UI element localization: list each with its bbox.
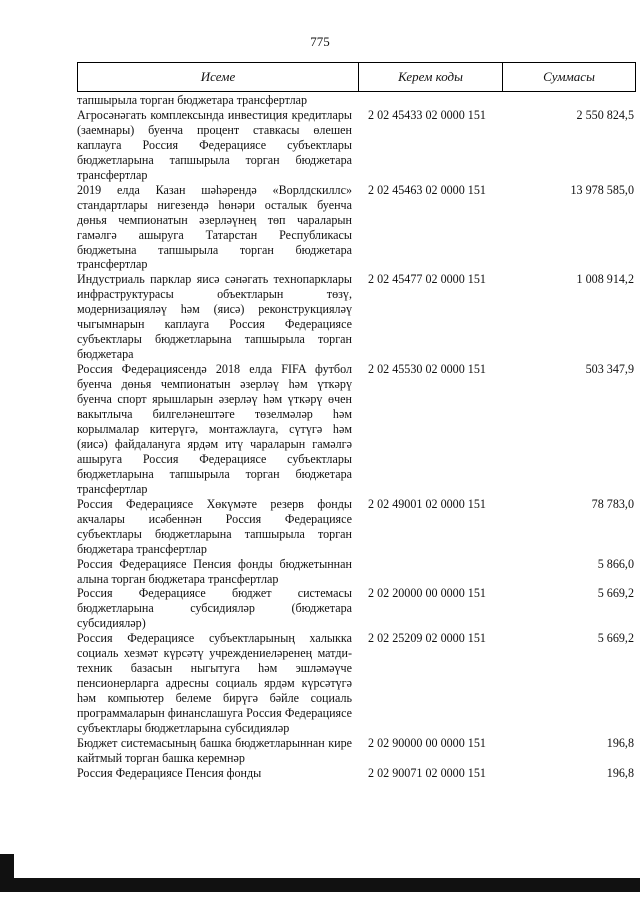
row-code [356,557,508,587]
row-code: 2 02 45433 02 0000 151 [368,107,486,122]
row-amount: 5 669,2 [597,586,634,601]
table-row [77,497,636,557]
scan-border-left [0,854,14,892]
table-header [77,62,636,92]
row-name: Бюджет системасының башка бюджетларыннан кире кайтмый торган башка керемнәр [77,735,352,765]
row-name: Россия Федерациясе субъектларының халыкка социаль хезмәт күрсәтү учреждениеләренең матди-техник базасын ныгытуга һәм эшләмәүче пенсионерларга адресны социаль ярдәм күрсәтүгә һәм компьютер белеме бирүгә бәйле социаль программаларын финанслашуга Россия Федерациясе субъектлары бюджетларына субсидияләр [77,631,352,736]
row-amount: 196,8 [606,765,634,780]
row-code: 2 02 45463 02 0000 151 [368,182,486,197]
row-name: Россия Федерациясе Пенсия фонды бюджетыннан алына торган бюджетара трансфертлар [77,556,352,586]
header-name: Исеме [78,63,359,91]
row-name: Россия Федерациясе Хөкүмәте резерв фонды акчалары исәбеннән Россия Федерациясе субъектлары бюджетларына тапшырыла торган бюджетара трансфертлар [77,496,352,556]
row-amount: 1 008 914,2 [576,272,634,287]
row-amount: 13 978 585,0 [570,182,634,197]
row-code [356,93,508,108]
row-code: 2 02 45477 02 0000 151 [368,272,486,287]
table-row [77,272,636,362]
table-row [77,766,636,781]
row-code: 2 02 49001 02 0000 151 [368,496,486,511]
row-code: 2 02 45530 02 0000 151 [368,362,486,377]
row-name: 2019 елда Казан шәһәрендә «Ворлдскиллс» стандартлары нигезендә һөнәри осталык буенча дөнья чемпионатын әзерләүнең төп чараларын гамәлгә ашыруга Татарстан Республикасы бюджетына тапшырыла торган бюджетара трансфертлар [77,182,352,272]
table-row [77,108,636,183]
row-name: Индустриаль парклар яисә сәнәгать технопарклары инфраструктурасы объектларын төзү, модернизацияләү һәм (яисә) реконструкцияләү чыгымнарын каплауга Россия Федерациясе субъектлары бюджетларына тапшырыла торган бюджетара [77,272,352,362]
table-row [77,183,636,273]
row-amount: 503 347,9 [585,362,634,377]
row-name: Россия Федерациясендә 2018 елда FIFA футбол буенча дөнья чемпионатын әзерләү һәм үткәрү буенча спорт ярышларын әзерләү һәм үткәрү өчен вакытлыча билгеләнештәге төзелмәләр һәм корылмалар китерүгә, монтажлауга, сүтүгә һәм (яисә) файдалануга ярдәм итү чараларын гамәлгә ашыруга Россия Федерациясе субъектлары бюджетларына тапшырыла торган бюджетара трансфертлар [77,362,352,496]
row-amount: 5 866,0 [597,556,634,571]
row-name: Агросәнәгать комплексында инвестиция кредитлары (заемнары) буенча процент ставкасы өлешен каплауга Россия Федерациясе субъектлары бюджетларына тапшырыла торган бюджетара трансфертлар [77,107,352,182]
row-amount: 78 783,0 [591,496,634,511]
row-amount: 196,8 [606,735,634,750]
scan-border-bottom [0,878,640,892]
row-amount: 5 669,2 [597,631,634,646]
row-name: тапшырыла торган бюджетара трансфертлар [77,93,308,107]
row-code: 2 02 90000 00 0000 151 [368,735,486,750]
row-code: 2 02 20000 00 0000 151 [368,586,486,601]
header-amount: Суммасы [543,69,595,84]
table-row [77,736,636,766]
row-code: 2 02 90071 02 0000 151 [368,765,486,780]
table-row [77,362,636,497]
row-amount [508,93,636,108]
table-body [77,93,636,781]
table-row [77,557,636,587]
header-code: Керем коды [359,63,503,91]
page-number: 775 [310,34,330,49]
table-row [77,631,636,736]
table-row [77,93,636,108]
row-amount: 2 550 824,5 [576,107,634,122]
table-row [77,586,636,631]
row-code: 2 02 25209 02 0000 151 [368,631,486,646]
row-name: Россия Федерациясе Пенсия фонды [77,765,262,780]
row-name: Россия Федерациясе бюджет системасы бюджетларына субсидияләр (бюджетара субсидияләр) [77,586,352,631]
